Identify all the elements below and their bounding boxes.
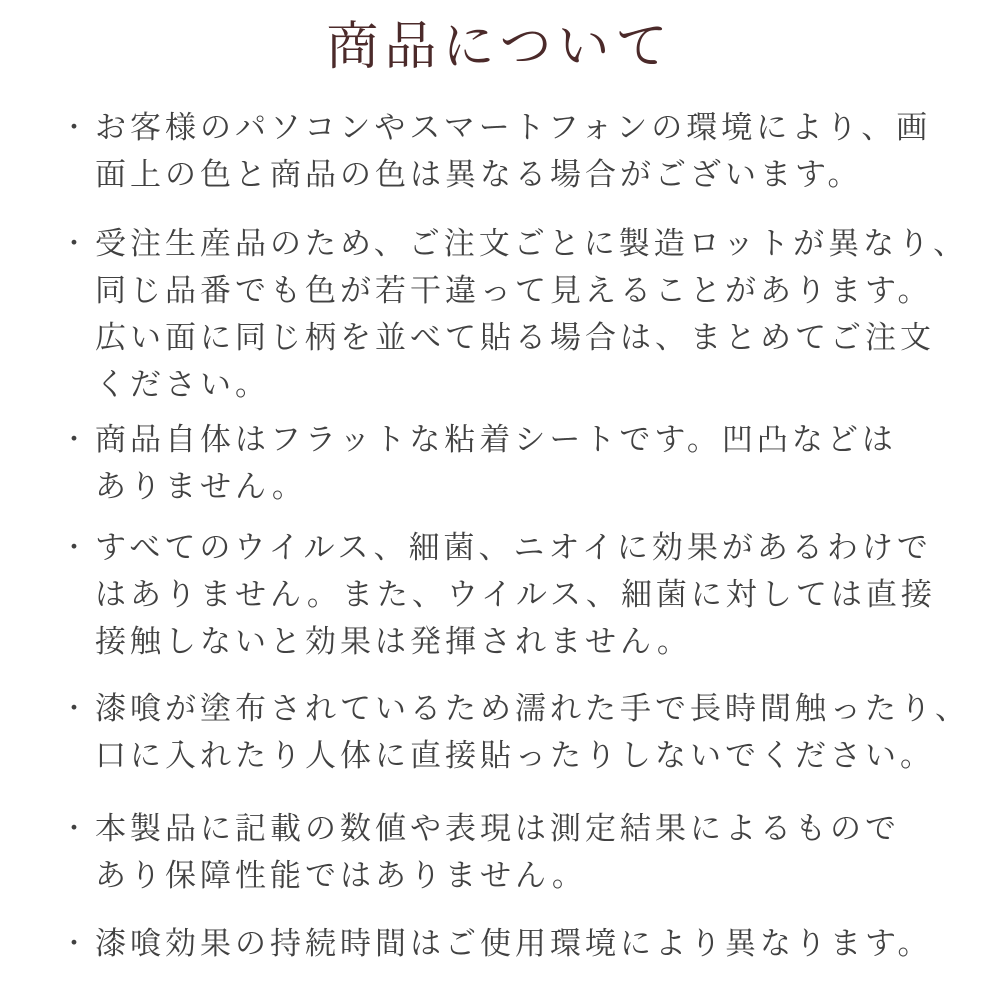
note-text [95, 104, 960, 198]
note-text-line: 面上の色と商品の色は異なる場合がございます。 [95, 157, 863, 192]
list-item [61, 104, 960, 198]
note-text-line: お客様のパソコンやスマートフォンの環境により、画 [95, 110, 932, 145]
note-text-line: ください。 [95, 367, 270, 402]
list-item [61, 524, 960, 665]
list-item [61, 685, 970, 779]
note-text-line: あり保障性能ではありません。 [95, 858, 587, 893]
note-text-line: 同じ品番でも色が若干違って見えることがあります。 [95, 273, 933, 308]
bullet-dot-icon: ・ [61, 424, 88, 454]
notes-list [61, 104, 970, 967]
note-text-line: 受注生産品のため、ご注文ごとに製造ロットが異なり、 [95, 226, 969, 261]
list-item [61, 416, 960, 510]
note-text-line: 本製品に記載の数値や表現は測定結果によるもので [95, 811, 900, 846]
note-text [95, 524, 960, 665]
note-text-line: 漆喰が塗布されているため濡れた手で長時間触ったり、 [95, 691, 970, 726]
bullet-dot-icon: ・ [61, 532, 88, 562]
note-text [95, 920, 960, 967]
note-text [95, 416, 960, 510]
note-text [95, 805, 960, 899]
note-text-line: すべてのウイルス、細菌、ニオイに効果があるわけで [95, 530, 932, 565]
list-item [61, 805, 960, 899]
bullet-dot-icon: ・ [61, 928, 88, 958]
note-text-line: 漆喰効果の持続時間はご使用環境により異なります。 [95, 926, 933, 961]
bullet-dot-icon: ・ [61, 693, 88, 723]
note-text-line: はありません。また、ウイルス、細菌に対しては直接 [95, 577, 936, 612]
note-text-line: ありません。 [95, 469, 307, 504]
note-text-line: 商品自体はフラットな粘着シートです。凹凸などは [95, 422, 897, 457]
list-item [61, 220, 969, 408]
bullet-dot-icon: ・ [61, 228, 88, 258]
bullet-dot-icon: ・ [61, 813, 88, 843]
page-title: 商品について [326, 18, 674, 76]
note-text-line: 接触しないと効果は発揮されません。 [95, 624, 692, 659]
bullet-dot-icon: ・ [61, 112, 88, 142]
note-text-line: 口に入れたり人体に直接貼ったりしないでください。 [95, 738, 935, 773]
note-text [95, 685, 970, 779]
list-item [61, 920, 960, 967]
note-text-line: 広い面に同じ柄を並べて貼る場合は、まとめてご注文 [95, 320, 935, 355]
note-text [95, 220, 969, 408]
